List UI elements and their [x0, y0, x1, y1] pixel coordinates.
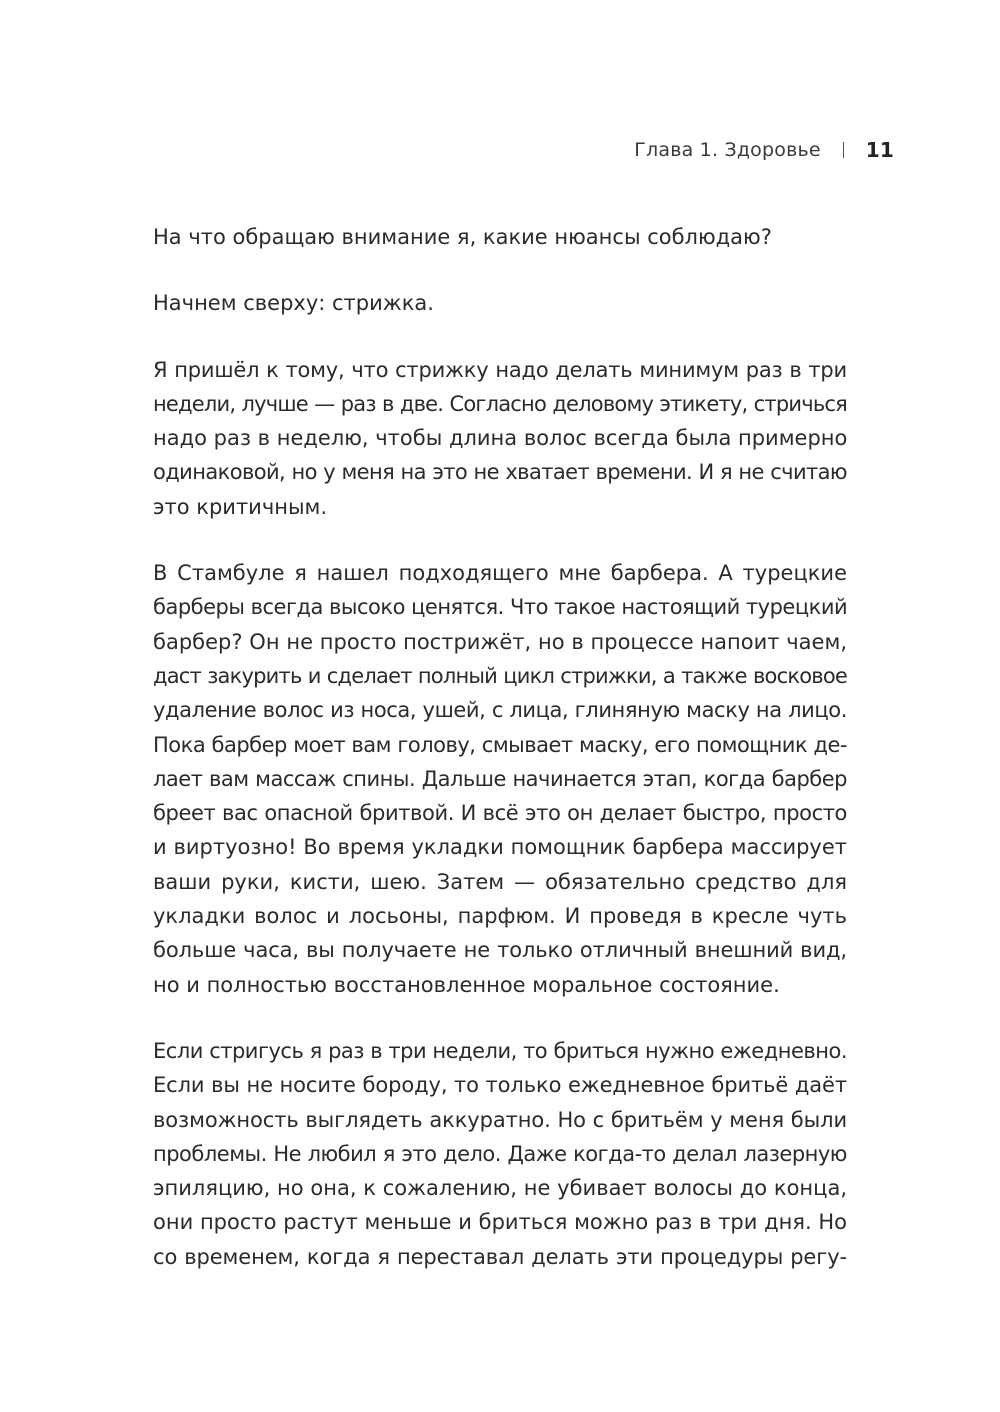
- text-line: проблемы. Не любил я это дело. Даже когда-то делал лазерную: [153, 1141, 847, 1166]
- paragraph: [153, 556, 847, 1002]
- text-line: удаление волос из носа, ушей, с лица, глиняную маску на лицо.: [153, 698, 847, 723]
- body-text: [153, 220, 847, 1306]
- text-line: укладки волос и лосьоны, парфюм. И проведя в кресле чуть: [153, 904, 847, 929]
- text-line: Если стригусь я раз в три недели, то бриться нужно ежедневно.: [153, 1038, 847, 1063]
- text-line: одинаковой, но у меня на это не хватает времени. И я не считаю: [153, 460, 847, 485]
- text-line: Я пришёл к тому, что стрижку надо делать минимум раз в три: [153, 357, 847, 382]
- text-line: ваши руки, кисти, шею. Затем — обязательно средство для: [153, 869, 847, 894]
- text-line: эпиляцию, но она, к сожалению, не убивает волосы до конца,: [153, 1176, 847, 1201]
- text-line: больше часа, вы получаете не только отличный внешний вид,: [153, 938, 847, 963]
- header-separator: [843, 142, 844, 158]
- chapter-title: Глава 1. Здоровье: [634, 139, 821, 161]
- paragraph: [153, 286, 847, 320]
- text-line: недели, лучше — раз в две. Согласно деловому этикету, стричься: [153, 391, 847, 416]
- text-line: это критичным.: [153, 494, 328, 519]
- paragraph: [153, 220, 847, 254]
- paragraph: [153, 353, 847, 524]
- text-line: На что обращаю внимание я, какие нюансы соблюдаю?: [153, 225, 772, 249]
- text-line: лает вам массаж спины. Дальше начинается этап, когда барбер: [153, 766, 847, 791]
- text-line: барбер? Он не просто пострижёт, но в процессе напоит чаем,: [153, 629, 847, 654]
- text-line: но и полностью восстановленное моральное состояние.: [153, 972, 780, 997]
- text-line: Пока барбер моет вам голову, смывает маску, его помощник де-: [153, 732, 847, 757]
- text-line: Начнем сверху: стрижка.: [153, 291, 434, 316]
- text-line: даст закурить и сделает полный цикл стрижки, а также восковое: [153, 663, 847, 688]
- text-line: со временем, когда я переставал делать эти процедуры регу-: [153, 1244, 847, 1269]
- page-number: 11: [865, 138, 894, 162]
- text-line: возможность выглядеть аккуратно. Но с бритьём у меня были: [153, 1107, 847, 1132]
- text-line: они просто растут меньше и бриться можно раз в три дня. Но: [153, 1210, 847, 1235]
- paragraph: [153, 1034, 847, 1274]
- text-line: барберы всегда высоко ценятся. Что такое настоящий турецкий: [153, 595, 848, 620]
- text-line: бреет вас опасной бритвой. И всё это он делает быстро, просто: [153, 801, 847, 826]
- text-line: В Стамбуле я нашел подходящего мне барбера. А турецкие: [153, 561, 847, 586]
- running-head: [634, 138, 894, 162]
- text-line: и виртуозно! Во время укладки помощник барбера массирует: [153, 835, 847, 860]
- text-line: надо раз в неделю, чтобы длина волос всегда была примерно: [153, 426, 848, 451]
- text-line: Если вы не носите бороду, то только ежедневное бритьё даёт: [153, 1073, 847, 1098]
